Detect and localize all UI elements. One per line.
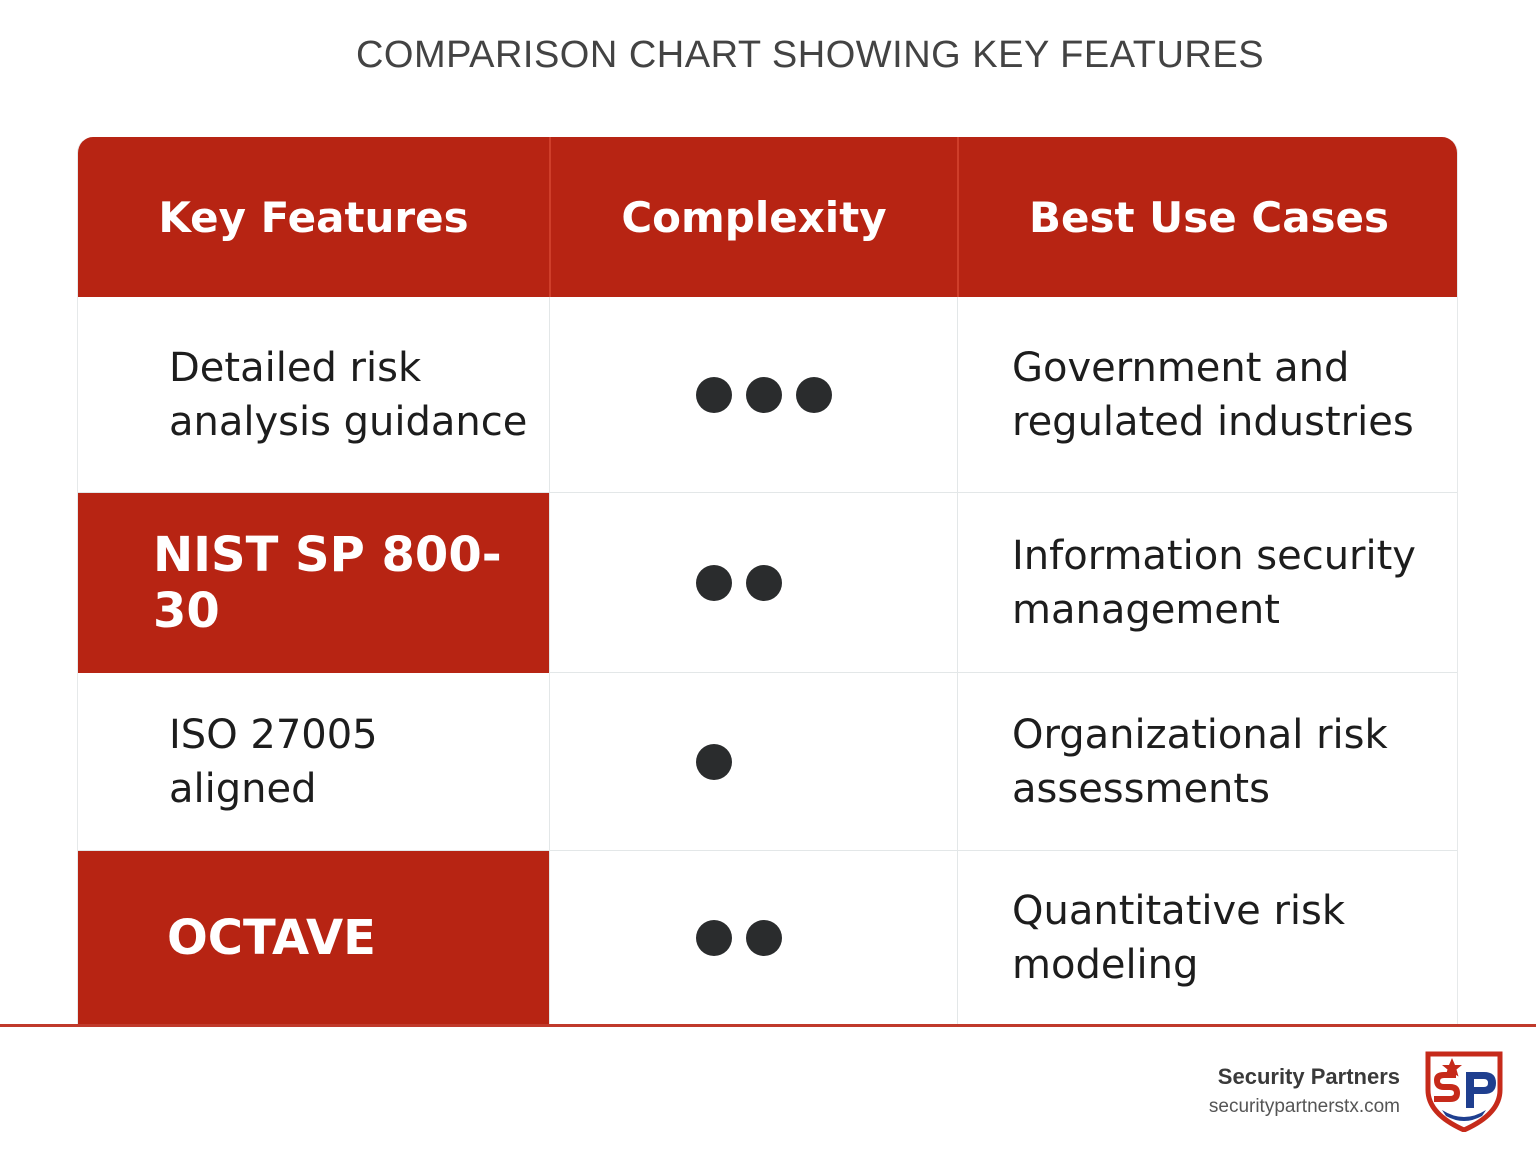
row-2-use-case: Organizational risk assessments <box>957 673 1458 851</box>
complexity-dot <box>746 920 782 956</box>
row-2-feature: ISO 27005 aligned <box>78 673 549 851</box>
row-1-use-case: Information security management <box>957 493 1458 673</box>
header-best-use-cases: Best Use Cases <box>957 137 1458 297</box>
row-3-use-case: Quantitative risk modeling <box>957 851 1458 1025</box>
sp-shield-logo-icon <box>1422 1050 1506 1132</box>
row-1-feature: NIST SP 800-30 <box>78 493 549 673</box>
complexity-dot <box>746 377 782 413</box>
header-complexity: Complexity <box>549 137 957 297</box>
complexity-dot <box>696 377 732 413</box>
complexity-dot <box>696 920 732 956</box>
row-3-complexity <box>549 851 957 1025</box>
complexity-dot <box>746 565 782 601</box>
row-0-complexity <box>549 297 957 493</box>
row-3-feature: OCTAVE <box>78 851 549 1025</box>
complexity-dots <box>696 744 732 780</box>
row-0-use-case: Government and regulated industries <box>957 297 1458 493</box>
page-title: COMPARISON CHART SHOWING KEY FEATURES <box>355 34 1265 76</box>
comparison-table <box>77 137 1458 1025</box>
brand-block <box>1209 1064 1400 1118</box>
brand-url: securitypartnerstx.com <box>1208 1096 1400 1117</box>
complexity-dot <box>696 565 732 601</box>
brand-name: Security Partners <box>1217 1064 1400 1089</box>
row-1-complexity <box>549 493 957 673</box>
complexity-dots <box>696 565 782 601</box>
footer-divider <box>0 1024 1536 1027</box>
header-key-features: Key Features <box>78 137 549 297</box>
complexity-dots <box>696 920 782 956</box>
row-0-feature: Detailed risk analysis guidance <box>78 297 549 493</box>
complexity-dot <box>796 377 832 413</box>
row-2-complexity <box>549 673 957 851</box>
complexity-dot <box>696 744 732 780</box>
complexity-dots <box>696 377 832 413</box>
